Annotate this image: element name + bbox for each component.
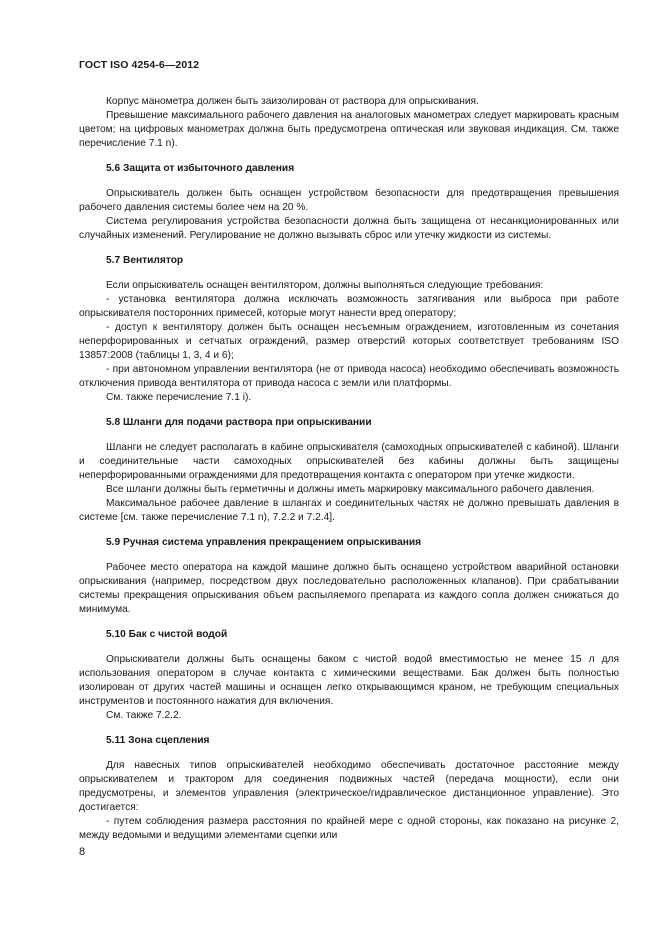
paragraph: См. также 7.2.2.: [106, 710, 182, 721]
list-item: - установка вентилятора должна исключать возможность затягивания или выброса при работе опрыскивателя посторонних примесей, которые могут нанести вред оператору;: [79, 294, 619, 319]
paragraph: Система регулирования устройства безопасности должна быть защищена от несанкционированных или случайных изменений. Регулирование не должно вызывать сброс или утечку жидкости из системы.: [79, 216, 619, 241]
section-heading-5-7: 5.7 Вентилятор: [106, 255, 184, 266]
paragraph: Рабочее место оператора на каждой машине должно быть оснащено устройством аварийной остановки опрыскивания (например, посредством двух последовательно расположенных клапанов). При срабатывании системы прекращения опрыскивания объем распыляемого препарата из каждого сопла должен снижаться до минимума.: [79, 562, 619, 615]
intro-paragraph: Превышение максимального рабочего давления на аналоговых манометрах следует маркировать красным цветом; на цифровых манометрах должна быть предусмотрена оптическая или звуковая индикация. См. также перечисление 7.1 n).: [79, 110, 619, 149]
section-heading-5-9: 5.9 Ручная система управления прекращением опрыскивания: [106, 537, 422, 548]
paragraph: Все шланги должны быть герметичны и должны иметь маркировку максимального рабочего давления.: [106, 484, 595, 495]
page-content: [79, 95, 619, 843]
paragraph: См. также перечисление 7.1 i).: [106, 392, 252, 403]
document-header: ГОСТ ISO 4254-6—2012: [79, 59, 200, 71]
paragraph: Опрыскиватели должны быть оснащены баком с чистой водой вместимостью не менее 15 л для использования оператором в случае контакта с химическими веществами. Бак должен быть полностью изолирован от других частей машины и оснащен легко открывающимся краном, не требующим специальных инструментов и постоянного нажатия для включения.: [79, 654, 619, 707]
list-item: - путем соблюдения размера расстояния по крайней мере с одной стороны, как показано на рисунке 2, между ведомыми и ведущими элементами сцепки или: [79, 816, 619, 841]
section-heading-5-6: 5.6 Защита от избыточного давления: [106, 163, 295, 174]
paragraph: Для навесных типов опрыскивателей необходимо обеспечивать достаточное расстояние между опрыскивателем и трактором для соединения подвижных частей (передача мощности), если они предусмотрены, и элементов управления (электрическое/гидравлическое дистанционное управление). Это достигается:: [79, 760, 619, 813]
paragraph: Максимальное рабочее давление в шлангах и соединительных частях не должно превышать давления в системе [см. также перечисление 7.1 n), 7.2.2 и 7.2.4].: [79, 498, 619, 523]
paragraph: Опрыскиватель должен быть оснащен устройством безопасности для предотвращения превышения рабочего давления системы более чем на 20 %.: [79, 188, 619, 213]
section-heading-5-11: 5.11 Зона сцепления: [106, 735, 210, 746]
intro-paragraph: Корпус манометра должен быть заизолирован от раствора для опрыскивания.: [106, 96, 479, 107]
list-item: - доступ к вентилятору должен быть оснащен несъемным ограждением, изготовленным из сочетания неперфорированных и сетчатых ограждений, размер отверстий которых соответствует требованиям ISO 13857:2008 (таблицы 1, 3, 4 и 6);: [79, 322, 619, 361]
list-item: - при автономном управлении вентилятора (не от привода насоса) необходимо обеспечивать возможность отключения привода вентилятора от привода насоса с земли или платформы.: [79, 364, 619, 389]
page-number: 8: [79, 846, 86, 858]
section-heading-5-10: 5.10 Бак с чистой водой: [106, 629, 228, 640]
section-heading-5-8: 5.8 Шланги для подачи раствора при опрыскивании: [106, 417, 372, 428]
paragraph: Шланги не следует располагать в кабине опрыскивателя (самоходных опрыскивателей с кабиной). Шланги и соединительные части самоходных опрыскивателей без кабины должны быть защищены неперфорированными ограждениями для предотвращения контакта с оператором при утечке жидкости.: [79, 442, 619, 481]
paragraph: Если опрыскиватель оснащен вентилятором, должны выполняться следующие требования:: [106, 280, 544, 291]
